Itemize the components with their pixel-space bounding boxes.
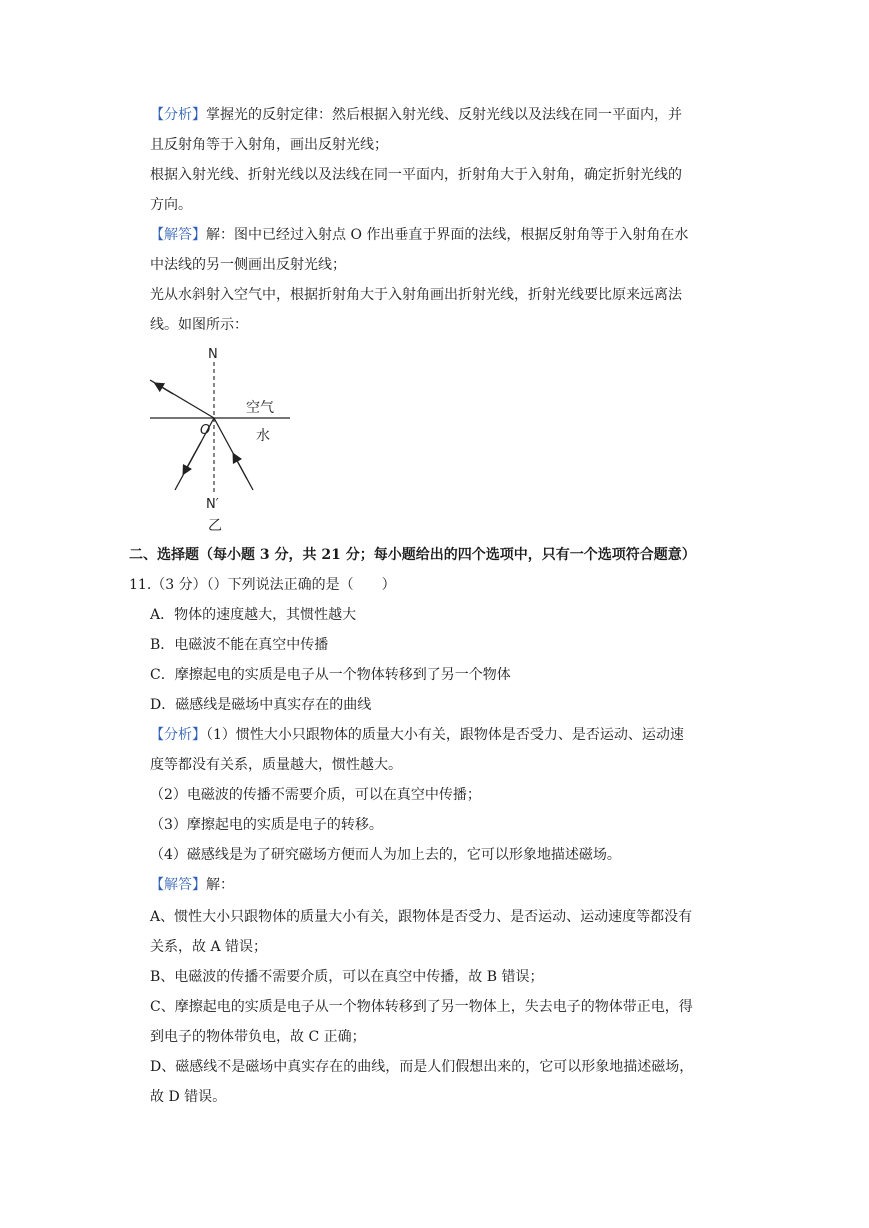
- option-b: B．电磁波不能在真空中传播: [150, 637, 329, 653]
- q11-answer-a-1: A、惯性大小只跟物体的质量大小有关，跟物体是否受力、是否运动、运动速度等都没有: [150, 909, 693, 925]
- q11-answer-c-2: 到电子的物体带负电，故 C 正确；: [150, 1029, 366, 1045]
- incident-ray: [214, 418, 253, 490]
- reflected-arrow: [185, 442, 201, 471]
- analysis-tag: 【分析】: [150, 107, 206, 123]
- analysis-line-2: 且反射角等于入射角，画出反射光线；: [150, 137, 388, 153]
- q11-answer-tag: 【解答】: [150, 877, 206, 893]
- answer-line-1: 【解答】解：图中已经过入射点 O 作出垂直于界面的法线，根据反射角等于入射角在水: [150, 227, 689, 243]
- option-a: A．物体的速度越大，其惯性越大: [150, 607, 357, 623]
- option-d: D．磁感线是磁场中真实存在的曲线: [150, 697, 372, 713]
- label-air: 空气: [246, 400, 274, 416]
- optics-diagram: [138, 340, 298, 540]
- q11-analysis-line-2: 度等都没有关系，质量越大，惯性越大。: [150, 757, 402, 773]
- incident-arrow: [235, 457, 247, 479]
- analysis-line-3: 根据入射光线、折射光线以及法线在同一平面内，折射角大于入射角，确定折射光线的: [150, 167, 682, 183]
- refracted-arrow: [158, 385, 173, 394]
- label-o: O: [200, 423, 211, 438]
- q11-answer-a-2: 关系，故 A 错误；: [150, 939, 268, 955]
- label-n-prime: N′: [206, 497, 219, 512]
- answer-line-2: 中法线的另一侧画出反射光线；: [150, 257, 346, 273]
- q11-analysis-line-3: （2）电磁波的传播不需要介质，可以在真空中传播；: [150, 787, 481, 803]
- answer-line-4: 线。如图所示：: [150, 317, 248, 333]
- analysis-line-4: 方向。: [150, 197, 192, 213]
- q11-analysis-line-4: （3）摩擦起电的实质是电子的转移。: [150, 817, 383, 833]
- q11-answer-c-1: C、摩擦起电的实质是电子从一个物体转移到了另一物体上，失去电子的物体带正电，得: [150, 999, 693, 1015]
- answer-line-3: 光从水斜射入空气中，根据折射角大于入射角画出折射光线，折射光线要比原来远离法: [150, 287, 682, 303]
- q11-analysis-tag: 【分析】: [150, 727, 206, 743]
- q11-answer-b: B、电磁波的传播不需要介质，可以在真空中传播，故 B 错误；: [150, 969, 544, 985]
- answer-tag: 【解答】: [150, 227, 206, 243]
- label-water: 水: [256, 428, 270, 444]
- q11-analysis-line-1: 【分析】（1）惯性大小只跟物体的质量大小有关，跟物体是否受力、是否运动、运动速: [150, 727, 684, 743]
- section-heading: 二、选择题（每小题 3 分，共 21 分；每小题给出的四个选项中，只有一个选项符合题意）: [129, 547, 696, 563]
- question-stem: 11.（3 分）（）下列说法正确的是（ ）: [129, 577, 396, 593]
- analysis-line-1: 【分析】掌握光的反射定律：然后根据入射光线、反射光线以及法线在同一平面内，并: [150, 107, 682, 123]
- option-c: C．摩擦起电的实质是电子从一个物体转移到了另一个物体: [150, 667, 511, 683]
- q11-answer-d-1: D、磁感线不是磁场中真实存在的曲线，而是人们假想出来的，它可以形象地描述磁场，: [150, 1059, 694, 1075]
- q11-answer-line-1: 【解答】解：: [150, 877, 234, 893]
- label-n: N: [208, 347, 218, 362]
- q11-answer-d-2: 故 D 错误。: [150, 1089, 227, 1105]
- q11-analysis-line-5: （4）磁感线是为了研究磁场方便而人为加上去的，它可以形象地描述磁场。: [150, 847, 621, 863]
- figure-caption: 乙: [208, 518, 222, 534]
